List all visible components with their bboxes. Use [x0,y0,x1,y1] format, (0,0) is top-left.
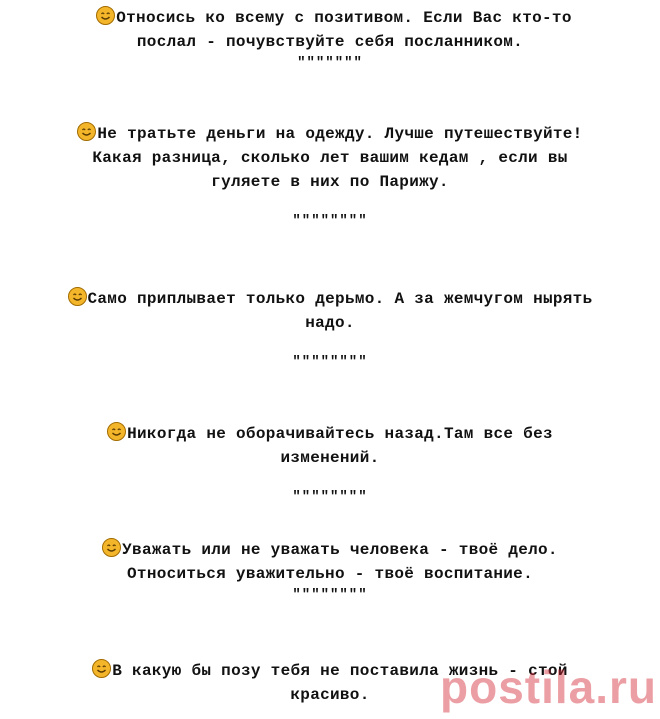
quote-2-line-3: гуляете в них по Парижу. [211,173,449,191]
quote-6-line-1: В какую бы позу тебя не поставила жизнь - стой [112,662,568,680]
quote-3 [0,287,660,371]
quote-line [0,538,660,562]
quote-2-line-2: Какая разница, сколько лет вашим кедам , если вы [92,149,568,167]
smiling-face-icon [96,6,115,25]
smiling-face-icon [77,122,96,141]
quote-3-line-2: надо. [305,314,355,332]
separator: """""""" [292,213,368,229]
quote-line [0,287,660,311]
quote-2 [0,122,660,230]
quote-line [0,122,660,146]
separator: """""""" [292,587,368,603]
quote-4-line-2: изменений. [280,449,380,467]
watermark-logo: postila.ru [440,661,658,713]
quote-line [0,422,660,446]
quote-1 [0,6,660,72]
quote-5 [0,538,660,604]
quote-line [0,6,660,30]
separator: """""""" [292,489,368,505]
quote-1-line-1: Относись ко всему с позитивом. Если Вас кто-то [116,9,572,27]
smiling-face-icon [68,287,87,306]
quote-5-line-1: Уважать или не уважать человека - твоё дело. [122,541,558,559]
quote-2-line-1: Не тратьте деньги на одежду. Лучше путешествуйте! [97,125,583,143]
smiling-face-icon [102,538,121,557]
separator: """""""" [292,354,368,370]
quote-5-line-2: Относиться уважительно - твоё воспитание. [127,565,533,583]
quote-6-line-2: красиво. [290,686,370,704]
smiling-face-icon [92,659,111,678]
smiling-face-icon [107,422,126,441]
quote-4 [0,422,660,506]
quote-3-line-1: Само приплывает только дерьмо. А за жемчугом нырять [87,290,593,308]
quote-4-line-1: Никогда не оборачивайтесь назад.Там все без [127,425,553,443]
quote-1-line-2: послал - почувствуйте себя посланником. [136,33,524,51]
separator: """"""" [297,55,363,71]
